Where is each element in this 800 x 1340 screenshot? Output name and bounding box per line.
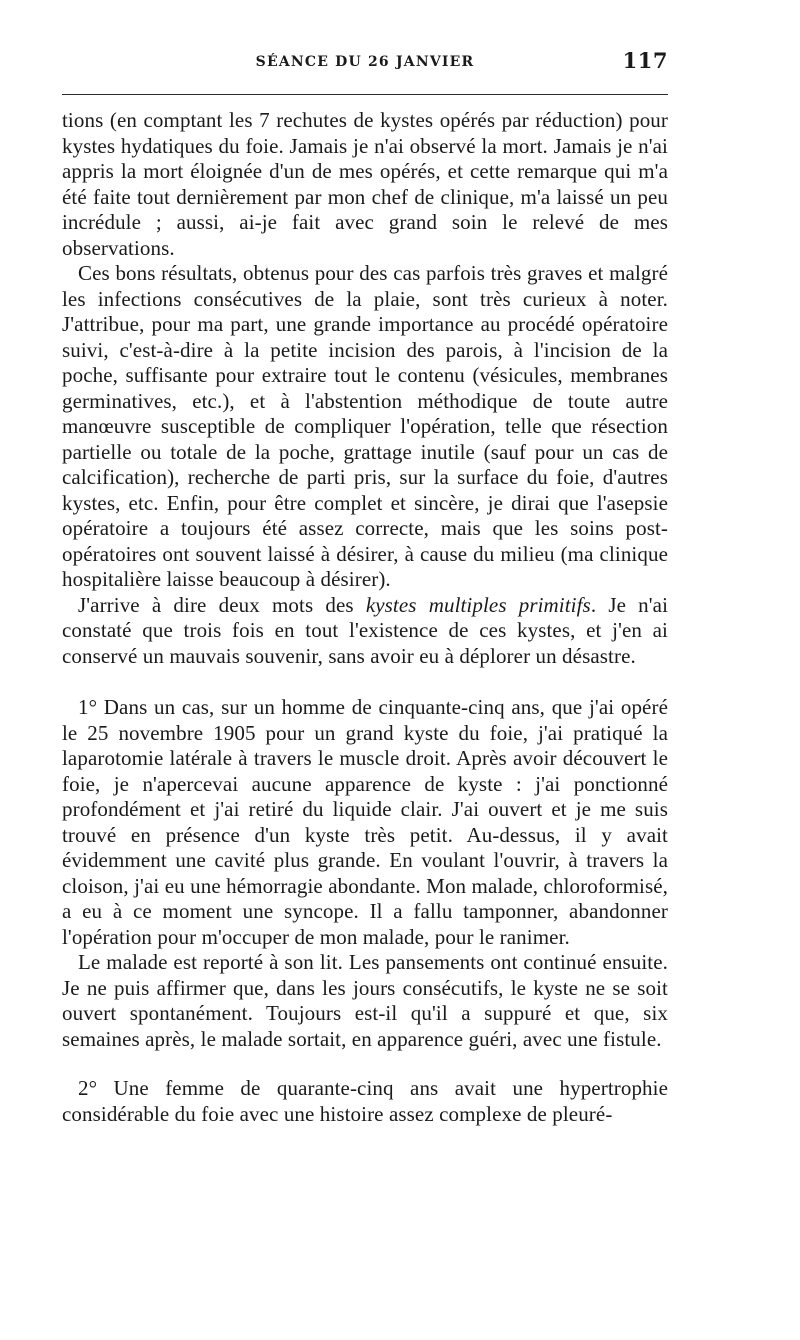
header-rule	[62, 94, 668, 95]
paragraph-case-1: 1° Dans un cas, sur un homme de cinquante-cinq ans, que j'ai opéré le 25 novembre 1905 pour un grand kyste du foie, j'ai pratiqué la laparotomie latérale à travers le muscle droit. Après avoir découvert le foie, je n'apercevai aucune apparence de kyste : j'ai ponctionné profondément et j'ai retiré du liquide clair. J'ai ouvert et je me suis trouvé en présence d'un kyste très petit. Au-dessus, il y avait évidemment une cavité plus grande. En voulant l'ouvrir, à travers la cloison, j'ai eu une hémorragie abondante. Mon malade, chloroformisé, a eu à ce moment une syncope. Il a fallu tamponner, abandonner l'opération pour m'occuper de mon malade, pour le ranimer.	[62, 695, 668, 949]
page-header	[62, 48, 668, 78]
body-text	[62, 108, 668, 1127]
italic-term: kystes multiples primitifs	[365, 592, 591, 617]
paragraph-multiple-cysts-lead: J'arrive à dire deux mots des	[78, 592, 366, 617]
running-title: SÉANCE DU 26 JANVIER	[255, 54, 475, 70]
page-number: 117	[622, 48, 668, 73]
paragraph-results: Ces bons résultats, obtenus pour des cas parfois très graves et malgré les infections consécutives de la plaie, sont très curieux à noter. J'attribue, pour ma part, une grande importance au procédé opératoire suivi, c'est-à-dire à la petite incision des parois, à l'incision de la poche, suffisante pour extraire tout le contenu (vésicules, membranes germinatives, etc.), et à l'abstention méthodique de toute autre manœuvre susceptible de compliquer l'opération, telle que résection partielle ou totale de la poche, grattage inutile (sauf pour un cas de calcification), recherche de parti pris, sur la surface du foie, d'autres kystes, etc. Enfin, pour être complet et sincère, je dirai que l'asepsie opératoire a toujours été assez correcte, mais que les soins post-opératoires ont souvent laissé à désirer, à cause du milieu (ma clinique hospitalière laisse beaucoup à désirer).	[62, 261, 668, 591]
paragraph-multiple-cysts	[62, 593, 668, 670]
paragraph-case-1-followup: Le malade est reporté à son lit. Les pansements ont continué ensuite. Je ne puis affirmer que, dans les jours consécutifs, le kyste ne se soit ouvert spontanément. Toujours est-il qu'il a suppuré et que, six semaines après, le malade sortait, en apparence guéri, avec une fistule.	[62, 950, 668, 1051]
paragraph-case-2: 2° Une femme de quarante-cinq ans avait une hypertrophie considérable du foie avec une histoire assez complexe de pleuré-	[62, 1076, 668, 1126]
paragraph-multiple-cysts-rest: . Je n'ai constaté que trois fois en tout l'existence de ces kystes, et j'en ai conservé un mauvais souvenir, sans avoir eu à déplorer un désastre.	[62, 592, 668, 668]
paragraph-continuation: tions (en comptant les 7 rechutes de kystes opérés par réduction) pour kystes hydatiques du foie. Jamais je n'ai observé la mort. Jamais je n'ai appris la mort éloignée d'un de mes opérés, et cette remarque qui m'a été faite tout dernièrement par mon chef de clinique, m'a laissé un peu incrédule ; aussi, ai-je fait avec grand soin le relevé de mes observations.	[62, 108, 668, 260]
